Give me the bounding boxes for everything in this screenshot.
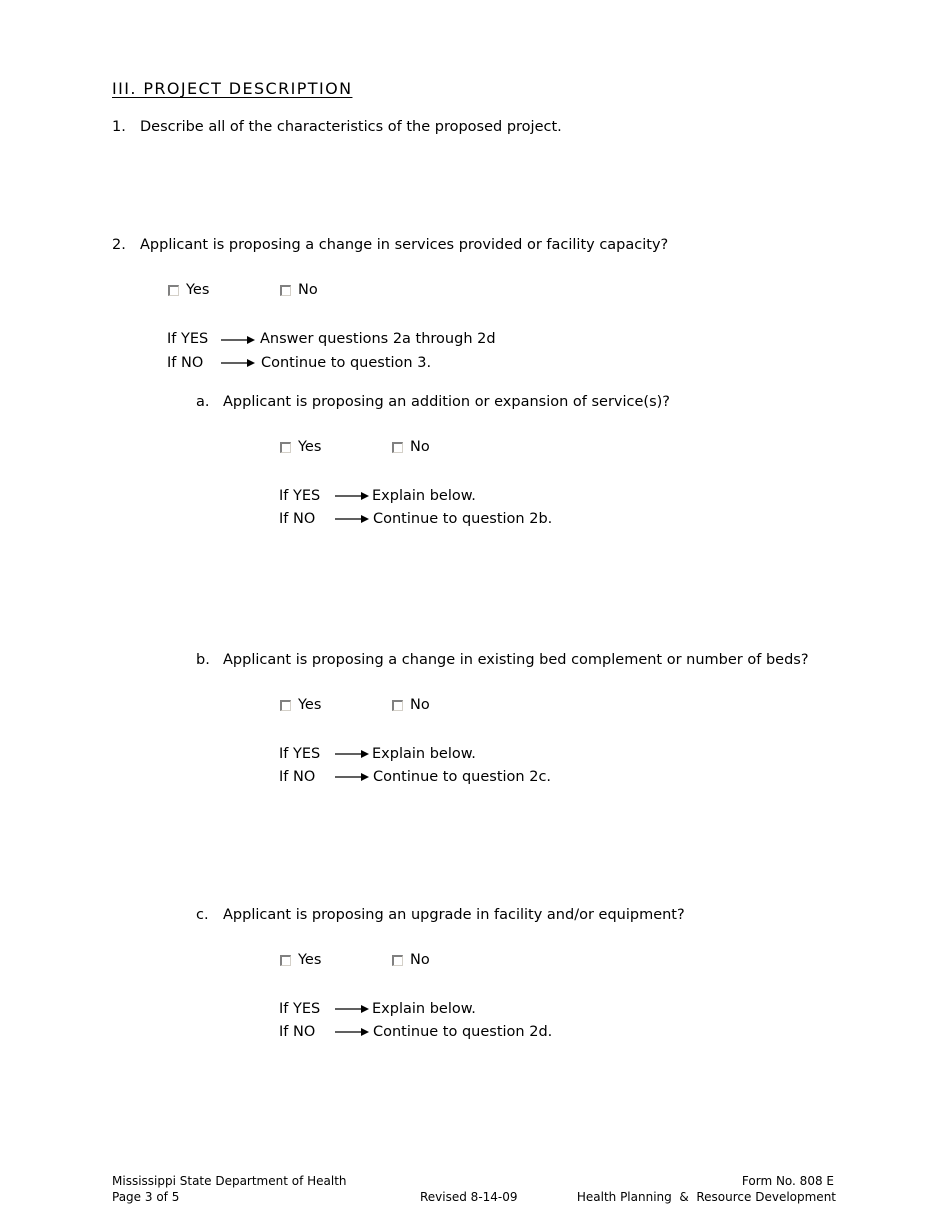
right-arrow-icon xyxy=(221,335,255,345)
q2c-yes-checkbox[interactable] xyxy=(280,952,321,968)
right-arrow-icon xyxy=(335,1027,369,1037)
q2a-yes-checkbox[interactable] xyxy=(280,439,321,455)
q2a-letter: a. xyxy=(196,394,210,410)
q2-yes-checkbox[interactable] xyxy=(168,282,209,298)
q2b-letter: b. xyxy=(196,652,210,668)
q2a-text: Applicant is proposing an addition or expansion of service(s)? xyxy=(223,394,671,410)
footer-form-number: Form No. 808 E xyxy=(741,1174,834,1188)
q2c-if-yes-label: If YES xyxy=(279,1001,321,1017)
q1-text: Describe all of the characteristics of the proposed project. xyxy=(140,119,562,135)
q2c-letter: c. xyxy=(196,907,209,923)
right-arrow-icon xyxy=(335,514,369,524)
q2b-yes-checkbox[interactable] xyxy=(280,697,321,713)
q2b-if-yes-label: If YES xyxy=(279,746,321,762)
q2-no-label: No xyxy=(298,282,318,298)
q2c-no-label: No xyxy=(410,952,430,968)
section-title: III. PROJECT DESCRIPTION xyxy=(112,79,353,98)
checkbox-box[interactable] xyxy=(392,442,403,453)
checkbox-box[interactable] xyxy=(280,442,291,453)
checkbox-box[interactable] xyxy=(168,285,179,296)
q2b-if-no-text: Continue to question 2c. xyxy=(373,769,552,785)
q2-no-checkbox[interactable] xyxy=(280,282,318,298)
q2-if-yes-label: If YES xyxy=(167,331,209,347)
q2c-if-yes-text: Explain below. xyxy=(372,1001,476,1017)
footer-revised-date: Revised 8-14-09 xyxy=(420,1190,518,1204)
checkbox-box[interactable] xyxy=(280,955,291,966)
footer-division: Health Planning & Resource Development xyxy=(576,1190,836,1204)
q2c-if-no-label: If NO xyxy=(279,1024,316,1040)
q2c-text: Applicant is proposing an upgrade in facility and/or equipment? xyxy=(223,907,685,923)
right-arrow-icon xyxy=(335,772,369,782)
q2b-if-no-label: If NO xyxy=(279,769,316,785)
q2c-yes-label: Yes xyxy=(298,952,322,968)
q2c-if-no-text: Continue to question 2d. xyxy=(373,1024,553,1040)
q2a-no-label: No xyxy=(410,439,430,455)
footer-page-number: Page 3 of 5 xyxy=(112,1190,180,1204)
right-arrow-icon xyxy=(335,491,369,501)
q2b-no-label: No xyxy=(410,697,430,713)
q2b-no-checkbox[interactable] xyxy=(392,697,430,713)
q2-yes-label: Yes xyxy=(186,282,210,298)
right-arrow-icon xyxy=(221,358,255,368)
q2a-no-checkbox[interactable] xyxy=(392,439,430,455)
q2a-if-no-label: If NO xyxy=(279,511,316,527)
q2a-yes-label: Yes xyxy=(298,439,322,455)
q2-if-no-label: If NO xyxy=(167,355,204,371)
q2-if-no-text: Continue to question 3. xyxy=(261,355,432,371)
checkbox-box[interactable] xyxy=(392,955,403,966)
q2b-if-yes-text: Explain below. xyxy=(372,746,476,762)
q2a-if-yes-label: If YES xyxy=(279,488,321,504)
q2b-text: Applicant is proposing a change in existing bed complement or number of beds? xyxy=(223,652,809,668)
q2b-yes-label: Yes xyxy=(298,697,322,713)
q1-number: 1. xyxy=(112,119,126,135)
q2a-if-yes-text: Explain below. xyxy=(372,488,476,504)
checkbox-box[interactable] xyxy=(392,700,403,711)
q2a-if-no-text: Continue to question 2b. xyxy=(373,511,553,527)
q2-number: 2. xyxy=(112,237,126,253)
right-arrow-icon xyxy=(335,1004,369,1014)
footer-department: Mississippi State Department of Health xyxy=(112,1174,347,1188)
checkbox-box[interactable] xyxy=(280,285,291,296)
checkbox-box[interactable] xyxy=(280,700,291,711)
right-arrow-icon xyxy=(335,749,369,759)
q2c-no-checkbox[interactable] xyxy=(392,952,430,968)
q2-text: Applicant is proposing a change in services provided or facility capacity? xyxy=(140,237,669,253)
q2-if-yes-text: Answer questions 2a through 2d xyxy=(260,331,496,347)
